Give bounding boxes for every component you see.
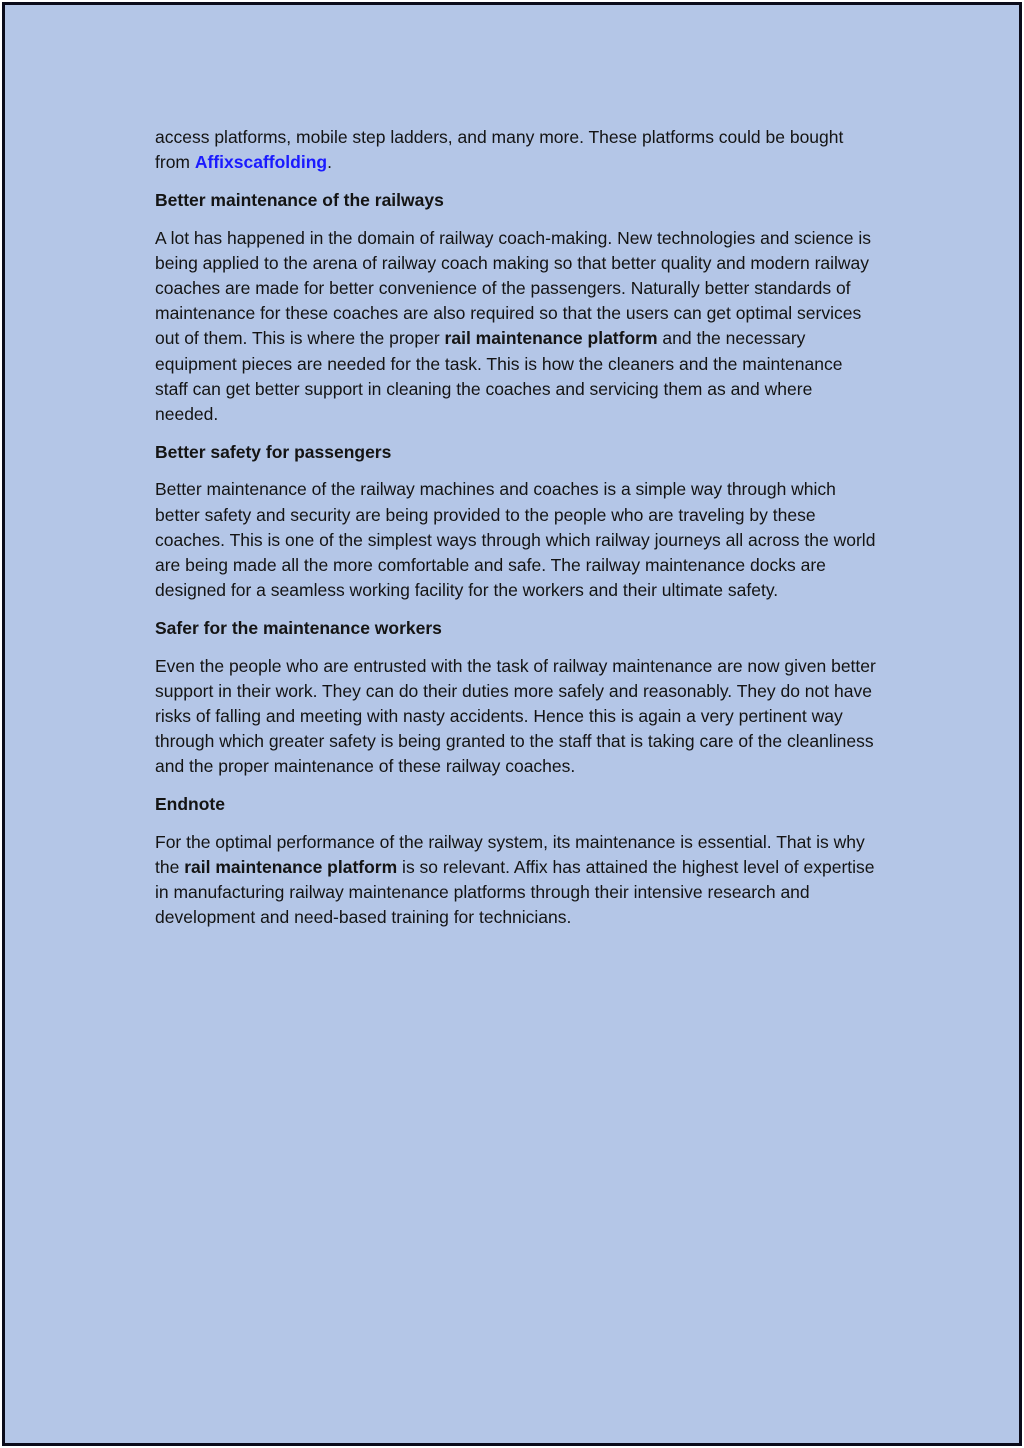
bold-rail-maintenance-platform: rail maintenance platform — [444, 328, 658, 349]
heading-endnote: Endnote — [155, 794, 225, 815]
paragraph-text: A lot has happened in the domain of railway coach-making. New technologies and science is being applied to the arena of railway coach making so that better quality and modern railway coaches are made for better convenience of the passengers. Naturally better standards of maintenance for these coaches are also required so that the users can get optimal services out of them. This is where the proper — [155, 227, 871, 349]
intro-end: . — [327, 152, 332, 173]
intro-paragraph — [155, 125, 877, 175]
paragraph-endnote — [155, 830, 877, 931]
paragraph-better-maintenance — [155, 226, 877, 428]
paragraph-safer-workers: Even the people who are entrusted with the task of railway maintenance are now given better support in their work. They can do their duties more safely and reasonably. They do not have risks of falling and meeting with nasty accidents. Hence this is again a very pertinent way through which greater safety is being granted to the staff that is taking care of the cleanliness and the proper maintenance of these railway coaches. — [155, 655, 876, 777]
intro-text: access platforms, mobile step ladders, and many more. These platforms could be bought from — [155, 127, 844, 173]
paragraph-text: and the necessary equipment pieces are needed for the task. This is how the cleaners and the maintenance staff can get better support in cleaning the coaches and servicing them as and where needed. — [155, 328, 843, 425]
affixscaffolding-link[interactable]: Affixscaffolding — [194, 152, 328, 173]
paragraph-better-safety: Better maintenance of the railway machines and coaches is a simple way through which better safety and security are being provided to the people who are traveling by these coaches. This is one of the simplest ways through which railway journeys all across the world are being made all the more comfortable and safe. The railway maintenance docks are designed for a seamless working facility for the workers and their ultimate safety. — [155, 479, 876, 601]
document-body — [155, 125, 877, 943]
document-page — [2, 2, 1022, 1446]
paragraph-text: For the optimal performance of the railway system, its maintenance is essential. That is why the — [155, 831, 865, 878]
heading-safer-workers: Safer for the maintenance workers — [155, 617, 442, 638]
heading-better-maintenance: Better maintenance of the railways — [155, 189, 444, 210]
bold-rail-maintenance-platform: rail maintenance platform — [184, 857, 398, 878]
heading-better-safety: Better safety for passengers — [155, 441, 392, 462]
paragraph-text: is so relevant. Affix has attained the highest level of expertise in manufacturing railway maintenance platforms through their intensive research and development and need-based training for technicians. — [155, 857, 875, 928]
